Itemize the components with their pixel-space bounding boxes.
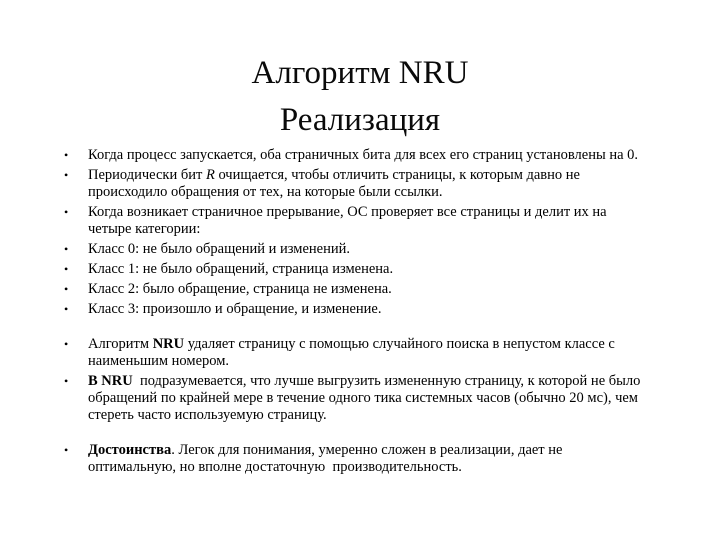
bullet-list [0,147,642,476]
bullet-item [62,241,642,258]
bullet-icon: • [64,262,69,276]
bullet-text [88,373,642,424]
bullet-text-segment: Класс 0: не было обращений и изменений. [88,241,350,257]
bullet-text-bold: В NRU [88,373,133,389]
bullet-icon: • [64,205,69,219]
bullet-text [88,442,642,476]
bullet-item [62,261,642,278]
bullet-item [62,373,642,424]
bullet-text-segment: очищается, чтобы отличить страницы, к которым давно не происходило обращения от тех, на которые были ссылки. [88,167,580,200]
bullet-item [62,442,642,476]
bullet-icon: • [64,168,69,182]
bullet-text [88,301,642,318]
bullet-icon: • [64,374,69,388]
bullet-text [88,167,642,201]
bullet-text-segment: Когда процесс запускается, оба страничных бита для всех его страниц установлены на 0. [88,147,639,163]
bullet-icon: • [64,282,69,296]
bullet-text-segment: . Легок для понимания, умеренно сложен в реализации, дает не оптимальную, но вполне достаточную производительность. [88,442,563,475]
bullet-item [62,301,642,318]
bullet-text-segment: подразумевается, что лучше выгрузить измененную страницу, к которой не было обращений по крайней мере в течение одного тика системных часов (обычно 20 мс), чем стереть часто используемую страницу. [88,373,641,423]
bullet-text-segment: Алгоритм [88,336,153,352]
bullet-text [88,261,642,278]
bullet-text-segment: удаляет страницу с помощью случайного поиска в непустом классе с наименьшим номером. [88,336,615,369]
title-line-1: Алгоритм NRU [251,55,469,91]
bullet-text [88,336,642,370]
slide-title [0,0,720,144]
bullet-text [88,281,642,298]
bullet-text-italic: R [205,167,215,183]
bullet-text-bold: Достоинства [88,442,172,458]
bullet-text [88,147,642,164]
bullet-item [62,204,642,238]
title-line-2: Реализация [279,102,441,138]
bullet-icon: • [64,302,69,316]
bullet-icon: • [64,148,69,162]
bullet-text-segment: Когда возникает страничное прерывание, ОС проверяет все страницы и делит их на четыре категории: [88,204,607,237]
bullet-text [88,204,642,238]
bullet-text [88,241,642,258]
bullet-icon: • [64,337,69,351]
bullet-text-segment: Класс 2: было обращение, страница не изменена. [88,281,392,297]
bullet-icon: • [64,443,69,457]
bullet-icon: • [64,242,69,256]
bullet-item [62,147,642,164]
bullet-item [62,336,642,370]
bullet-item [62,167,642,201]
bullet-text-segment: Класс 1: не было обращений, страница изменена. [88,261,394,277]
bullet-item [62,281,642,298]
bullet-text-bold: NRU [152,336,185,352]
bullet-text-segment: Класс 3: произошло и обращение, и изменение. [88,301,382,317]
bullet-text-segment: Периодически бит [88,167,206,183]
